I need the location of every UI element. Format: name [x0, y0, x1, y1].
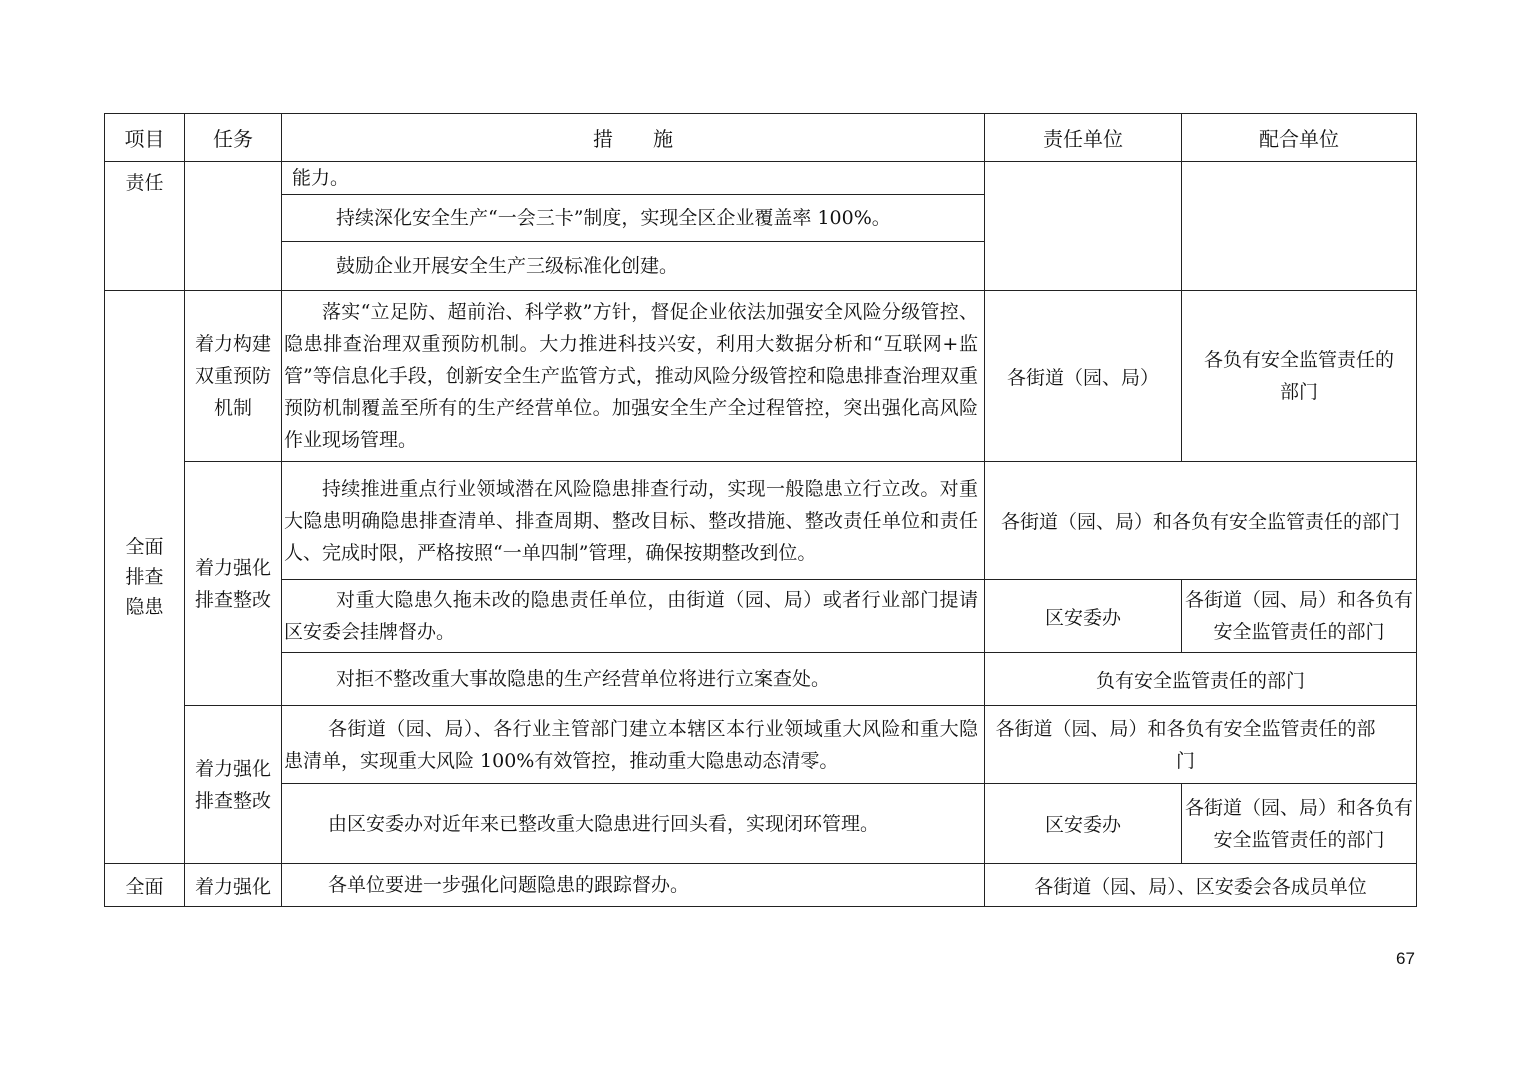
measure-cell: 对重大隐患久拖未改的隐患责任单位，由街道（园、局）或者行业部门提请区安委会挂牌督办。 [282, 580, 985, 653]
table-row [105, 162, 1417, 195]
task-label: 着力强化排查整改 [194, 556, 271, 611]
project-label: 全面排查隐患 [125, 536, 164, 618]
table-row [105, 706, 1417, 784]
measure-cell: 各单位要进一步强化问题隐患的跟踪督办。 [282, 864, 985, 907]
measure-cell: 能力。 [282, 162, 985, 195]
units-cell: 各街道（园、局）和各负有安全监管责任的部门 [985, 462, 1417, 580]
table-row [105, 462, 1417, 580]
measure-cell: 落实“立足防、超前治、科学救”方针，督促企业依法加强安全风险分级管控、隐患排查治理双重预防机制。大力推进科技兴安，利用大数据分析和“互联网+监管”等信息化手段，创新安全生产监管方式，推动风险分级管控和隐患排查治理双重预防机制覆盖至所有的生产经营单位。加强安全生产全过程管控，突出强化高风险作业现场管理。 [282, 291, 985, 462]
task-label: 着力强化排查整改 [194, 757, 271, 812]
task-cell [185, 162, 282, 291]
responsible-cell: 区安委办 [985, 784, 1182, 864]
task-label: 着力构建双重预防机制 [194, 333, 271, 419]
task-cell [185, 462, 282, 706]
measure-cell: 持续深化安全生产“一会三卡”制度，实现全区企业覆盖率 100%。 [282, 195, 985, 242]
table-row [105, 784, 1417, 864]
header-responsible: 责任单位 [985, 114, 1182, 162]
project-cell [105, 291, 185, 864]
units-label: 各街道（园、局）和各负有安全监管责任的部门 [995, 717, 1376, 772]
cooperating-cell: 各街道（园、局）和各负有安全监管责任的部门 [1182, 580, 1417, 653]
task-cell: 着力强化 [185, 864, 282, 907]
measure-cell: 对拒不整改重大事故隐患的生产经营单位将进行立案查处。 [282, 653, 985, 706]
cooperating-cell: 各负有安全监管责任的部门 [1182, 291, 1417, 462]
measure-cell: 由区安委办对近年来已整改重大隐患进行回头看，实现闭环管理。 [282, 784, 985, 864]
table-row [105, 580, 1417, 653]
measure-cell: 鼓励企业开展安全生产三级标准化创建。 [282, 242, 985, 291]
project-cell: 责任 [105, 162, 185, 291]
responsible-cell: 各街道（园、局） [985, 291, 1182, 462]
cooperating-cell [1182, 162, 1417, 291]
project-cell: 全面 [105, 864, 185, 907]
units-cell: 负有安全监管责任的部门 [985, 653, 1417, 706]
units-cell [985, 706, 1417, 784]
table-row [105, 864, 1417, 907]
header-task: 任务 [185, 114, 282, 162]
header-cooperating: 配合单位 [1182, 114, 1417, 162]
table-row [105, 291, 1417, 462]
responsible-cell [985, 162, 1182, 291]
task-cell [185, 291, 282, 462]
cooperating-cell: 各街道（园、局）和各负有安全监管责任的部门 [1182, 784, 1417, 864]
header-measures: 措 施 [282, 114, 985, 162]
header-project: 项目 [105, 114, 185, 162]
page-number: 67 [1396, 949, 1415, 968]
task-cell [185, 706, 282, 864]
measure-cell: 持续推进重点行业领域潜在风险隐患排查行动，实现一般隐患立行立改。对重大隐患明确隐患排查清单、排查周期、整改目标、整改措施、整改责任单位和责任人、完成时限，严格按照“一单四制”管理，确保按期整改到位。 [282, 462, 985, 580]
responsible-cell: 区安委办 [985, 580, 1182, 653]
measures-table [104, 113, 1417, 907]
units-cell: 各街道（园、局）、区安委会各成员单位 [985, 864, 1417, 907]
table-row [105, 653, 1417, 706]
measure-cell: 各街道（园、局）、各行业主管部门建立本辖区本行业领域重大风险和重大隐患清单，实现重大风险 100%有效管控，推动重大隐患动态清零。 [282, 706, 985, 784]
table-header-row [105, 114, 1417, 162]
